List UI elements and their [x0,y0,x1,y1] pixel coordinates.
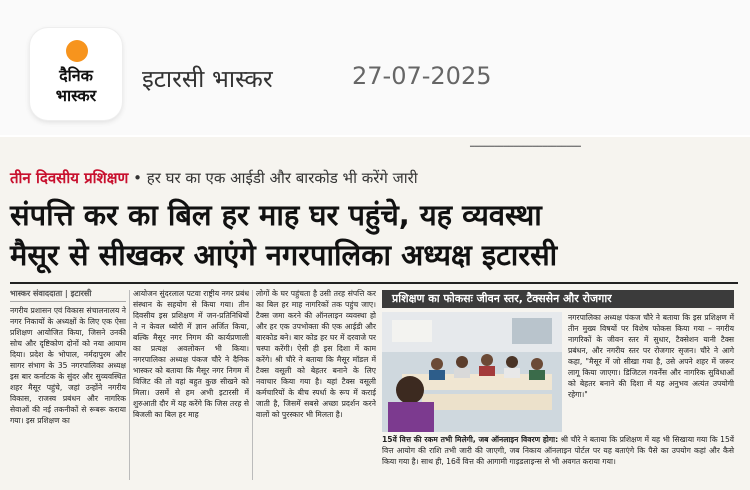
caption-heading: 15वें वित्त की रकम तभी मिलेगी, जब ऑनलाइन विवरण होगा: [382,435,559,444]
clipping-top-fragment: ━━━━━━━━━━━━━━━━━━━━━━━ [470,142,581,151]
sun-logo-icon [66,40,88,62]
article-column-3 [256,288,376,480]
column-2-text: आयोजन सुंदरलाल पटवा राष्ट्रीय नगर प्रबंध संस्थान के सहयोग से किया गया। तीन दिवसीय इस प्रशिक्षण में जन-प्रतिनिधियों ने न केवल थ्योरी में ज्ञान अर्जित किया, बल्कि मैसूर नगर निगम की कार्यप्रणाली का प्रत्यक्ष अवलोकन भी किया। नगरपालिका अध्यक्ष पंकज चौरे ने दैनिक भास्कर को बताया कि मैसूर नगर निगम में विजिट की तो वहां बहुत कुछ सीखने को मिला। उसमें से हम अभी इटारसी में शुरुआती दौर में यह करेंगे कि जिस तरह से बिजली का बिल हर माह [133,289,249,419]
article-column-1 [10,288,126,480]
focus-box-text: नगरपालिका अध्यक्ष पंकज चौरे ने बताया कि इस प्रशिक्षण में तीन मुख्य विषयों पर विशेष फोकस किया गया – नगरीय नागरिकों के जीवन स्तर में सुधार, टैक्सेशन यानी टैक्स प्रबंधन, और नगरीय स्तर पर रोजगार सृजन। चौरे ने आगे कहा, "मैसूर में जो सीखा गया है, उसे अपने शहर में जरूर लागू किया जाएगा। डिजिटल गवर्नेंस और नागरिक सुविधाओं को बेहतर बनाने की दिशा में यह अनुभव अत्यंत उपयोगी रहेगा।" [568,313,734,399]
column-divider [252,290,253,480]
article-column-2 [133,288,249,480]
article-headline [10,195,740,275]
logo-text-line2: भास्कर [55,86,97,105]
headline-line2: मैसूर से सीखकर आएंगे नगरपालिका अध्यक्ष इटारसी [10,238,558,272]
byline: भास्कर संवाददाता | इटारसी [10,288,126,302]
meeting-photo-drawing [382,312,562,432]
dainik-bhaskar-logo[interactable] [30,28,122,120]
kicker-text: • हर घर का एक आईडी और बारकोड भी करेंगे जारी [128,169,418,187]
logo-text-line1: दैनिक [59,66,93,85]
headline-line1: संपत्ति कर का बिल हर माह घर पहुंचे, यह व्यवस्था [10,198,542,232]
column-divider [129,290,130,480]
kicker-tag: तीन दिवसीय प्रशिक्षण [10,169,129,187]
edition-title: इटारसी भास्कर [142,65,273,93]
focus-box-heading: प्रशिक्षण का फोकसः जीवन स्तर, टैक्ससेन और रोजगार [382,290,734,308]
article-kicker [10,168,418,188]
edition-date: 27-07-2025 [352,62,492,90]
meeting-photo [382,312,562,432]
photo-caption [382,434,734,467]
app-header [0,0,750,135]
column-3-text: लोगों के घर पहुंचता है उसी तरह संपत्ति कर का बिल हर माह नागरिकों तक पहुंच जाए। टैक्स जमा करने की ऑनलाइन व्यवस्था हो और हर एक उपभोक्ता की एक आईडी और बारकोड बने। बार कोड हर घर में दरवाजे पर चस्पा करेंगी। ऐसी ही इस दिशा में काम करेंगे। श्री चौरे ने बताया कि मैसूर मॉडल में टैक्स वसूली को बेहतर बनाने के लिए नवाचार किया गया है। यहां टैक्स वसूली कर्मचारियों के बीच स्पर्धा के रूप में कराई जाती है, जिसमें सबसे अच्छा प्रदर्शन करने वालों को पुरस्कार भी मिलता है। [256,289,376,419]
headline-rule [10,282,738,284]
caption-text: श्री चौरे ने बताया कि प्रशिक्षण में यह भी सिखाया गया कि 15वें वित्त आयोग की राशि तभी जारी की जाएगी, जब निकाय ऑनलाइन पोर्टल पर यह बताएंगे कि पैसे का उपयोग कहां और कैसे किया गया है। साथ ही, 16वें वित्त की आगामी गाइडलाइन्स से भी अवगत कराया गया। [382,435,735,466]
column-1-text: नगरीय प्रशासन एवं विकास संचालनालय ने नगर निकायों के अध्यक्षों के लिए एक ऐसा प्रशिक्षण आयोजित किया, जिसने उनकी सोच और दृष्टिकोण दोनों को नया आयाम दिया। प्रदेश के भोपाल, नर्मदापुरम और सागर संभाग के 35 नगरपालिका अध्यक्ष इस बार कर्नाटक के सुंदर और सुव्यवस्थित शहर मैसूर पहुंचे, जहां उन्होंने नगरीय विकास, राजस्व प्रबंधन और नागरिक सेवाओं की नई तकनीकों से रूबरू कराया गया। इस प्रशिक्षण का [10,306,126,425]
